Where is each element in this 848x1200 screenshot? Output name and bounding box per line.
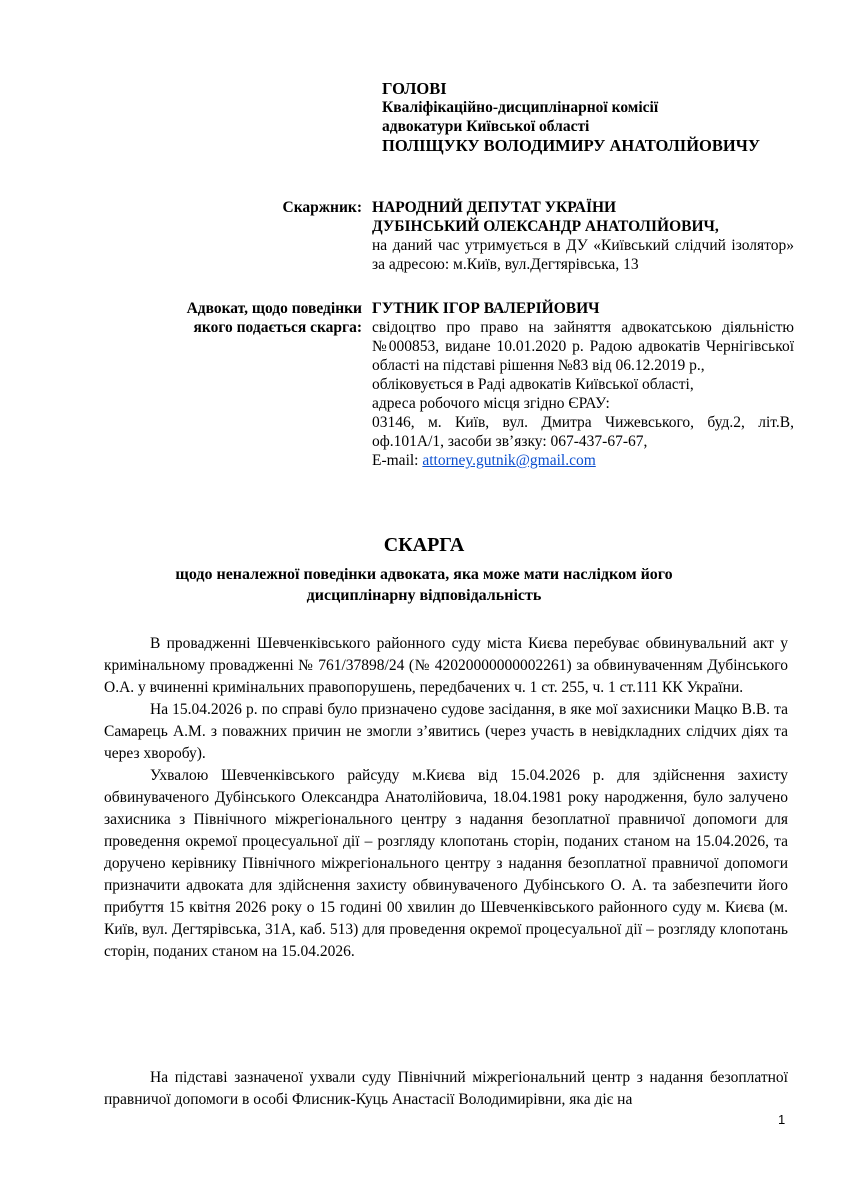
complainant-title: НАРОДНИЙ ДЕПУТАТ УКРАЇНИ xyxy=(372,199,617,216)
subtitle-line-1: щодо неналежної поведінки адвоката, яка може мати наслідком його xyxy=(175,566,673,583)
paragraph-1: В провадженні Шевченківського районного суду міста Києва перебуває обвинувальний акт у кримінальному провадженні № 761/37898/24 (№ 42020000000002261) за обвинуваченням Дубінського О.А. у вчиненні кримінальних правопорушень, передбачених ч. 1 ст. 255, ч. 1 ст.111 КК України. xyxy=(104,635,788,696)
lawyer-label xyxy=(110,299,372,470)
page-number: 1 xyxy=(778,1112,786,1127)
body-text-continued xyxy=(104,1067,788,1111)
lawyer-section xyxy=(110,299,794,470)
document-title: СКАРГА xyxy=(383,534,465,556)
paragraph-2: На 15.04.2026 р. по справі було призначено судове засідання, в яке мої захисники Мацко В.В. та Самарець А.М. з поважних причин не змогли з’явитись (через участь в невідкладних слідчих діях та через хворобу). xyxy=(104,701,788,762)
addressee-line-2: Кваліфікаційно-дисциплінарної комісії xyxy=(382,99,659,116)
lawyer-address: 03146, м. Київ, вул. Дмитра Чижевського, буд.2, літ.В, оф.101А/1, засоби зв’язку: 067-437-67-67, xyxy=(372,414,794,450)
lawyer-registered: обліковується в Раді адвокатів Київської області, xyxy=(372,376,694,393)
addressee-name: ПОЛІЩУКУ ВОЛОДИМИРУ АНАТОЛІЙОВИЧУ xyxy=(382,136,760,155)
email-link[interactable]: attorney.gutnik@gmail.com xyxy=(422,452,596,469)
paragraph-3: Ухвалою Шевченківського райсуду м.Києва від 15.04.2026 р. для здійснення захисту обвинуваченого Дубінського Олександра Анатолійовича, 18.04.1981 року народження, було залучено захисника з Північного міжрегіонального центру з надання безоплатної правничої допомоги для проведення окремої процесуальної дії – розгляду клопотань сторін, поданих станом на 15.04.2026, та доручено керівнику Північного міжрегіонального центру з надання безоплатної правничої допомоги призначити адвоката для здійснення захисту обвинуваченого Дубінського О. А. та забезпечити його прибуття 15 квітня 2026 року о 15 годині 00 хвилин до Шевченківського районного суду м. Києва (м. Київ, вул. Дегтярівська, 31А, каб. 513) для проведення окремої процесуальної дії – розгляду клопотань сторін, поданих станом на 15.04.2026. xyxy=(104,767,788,960)
lawyer-label-line-2: якого подається скарга: xyxy=(193,319,362,336)
lawyer-details xyxy=(372,299,794,470)
addressee-line-3: адвокатури Київської області xyxy=(382,118,590,135)
complainant-section xyxy=(110,198,794,274)
lawyer-name: ГУТНИК ІГОР ВАЛЕРІЙОВИЧ xyxy=(372,300,600,317)
lawyer-email-line xyxy=(372,451,794,470)
body-text xyxy=(104,633,788,963)
lawyer-workplace: адреса робочого місця згідно ЄРАУ: xyxy=(372,395,610,412)
document-subtitle xyxy=(0,564,848,606)
lawyer-certificate: свідоцтво про право на зайняття адвокатською діяльністю №000853, видане 10.01.2020 р. Радою адвокатів Чернігівської області на підставі рішення №83 від 06.12.2019 р., xyxy=(372,319,794,374)
addressee-block xyxy=(382,79,802,155)
lawyer-label-line-1: Адвокат, щодо поведінки xyxy=(186,300,362,317)
complainant-details xyxy=(372,198,794,274)
subtitle-line-2: дисциплінарну відповідальність xyxy=(306,587,542,604)
complainant-name: ДУБІНСЬКИЙ ОЛЕКСАНДР АНАТОЛІЙОВИЧ, xyxy=(372,218,719,235)
complainant-detail: на даний час утримується в ДУ «Київський слідчий ізолятор» за адресою: м.Київ, вул.Дегтярівська, 13 xyxy=(372,237,794,273)
email-prefix: E-mail: xyxy=(372,452,423,469)
complainant-label: Скаржник: xyxy=(282,199,362,216)
paragraph-4: На підставі зазначеної ухвали суду Північний міжрегіональний центр з надання безоплатної правничої допомоги в особі Флисник-Куць Анастасії Володимирівни, яка діє на xyxy=(104,1069,788,1108)
addressee-line-1: ГОЛОВІ xyxy=(382,79,447,98)
